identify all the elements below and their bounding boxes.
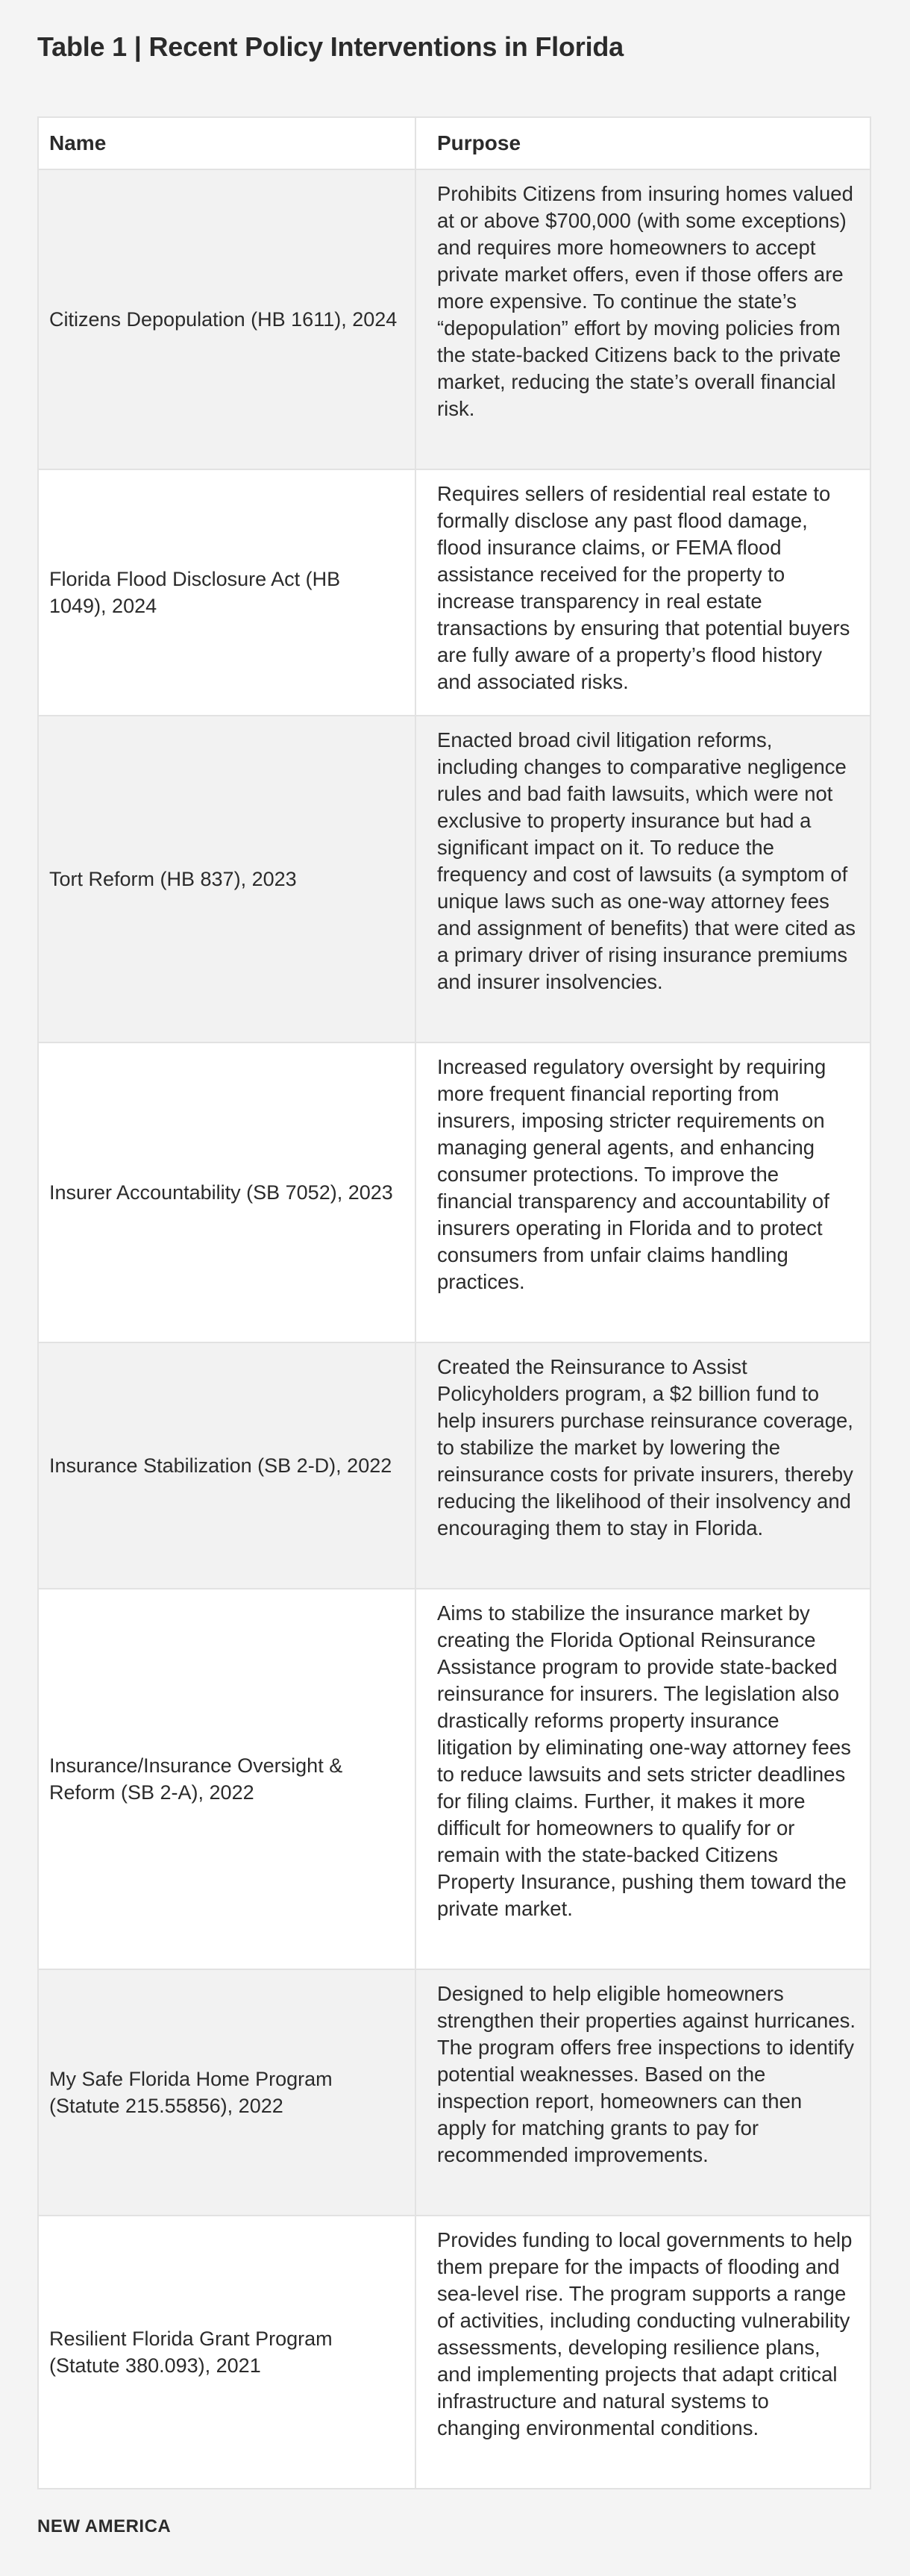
column-header-name: Name: [39, 118, 416, 169]
policy-purpose: Requires sellers of residential real estate to formally disclose any past flood damage, flood insurance claims, or FEMA flood assistance received for the property to increase transparency in real estate transactions by ensuring that potential buyers are fully aware of a property’s flood history and associated risks.: [437, 482, 850, 693]
table-row: [39, 1042, 870, 1342]
table-row: [39, 2215, 870, 2488]
policy-purpose: Created the Reinsurance to Assist Policyholders program, a $2 billion fund to help insurers purchase reinsurance coverage, to stabilize the market by lowering the reinsurance costs for private insurers, thereby reducing the likelihood of their insolvency and encouraging them to stay in Florida.: [437, 1355, 853, 1539]
policy-purpose: Provides funding to local governments to help them prepare for the impacts of flooding and sea-level rise. The program supports a range of activities, including conducting vulnerability assessments, developing resilience plans, and implementing projects that adapt critical infrastructure and natural systems to changing environmental conditions.: [437, 2228, 853, 2439]
policy-table: [37, 116, 871, 2489]
page-title: Table 1 | Recent Policy Interventions in Florida: [37, 31, 624, 62]
column-header-purpose: Purpose: [437, 131, 521, 154]
table-row: [39, 1969, 870, 2215]
table-row: [39, 1342, 870, 1588]
policy-purpose: Enacted broad civil litigation reforms, including changes to comparative negligence rules and bad faith lawsuits, which were not exclusive to property insurance but had a significant impact on it. To reduce the frequency and cost of lawsuits (a symptom of unique laws such as one-way attorney fees and assignment of benefits) that were cited as a primary driver of rising insurance premiums and insurer insolvencies.: [437, 728, 856, 993]
publisher-logo-text: NEW AMERICA: [37, 2516, 172, 2536]
table-row: [39, 715, 870, 1042]
table-row: [39, 1588, 870, 1969]
policy-name: Insurance/Insurance Oversight & Reform (SB 2-A), 2022: [49, 1754, 343, 1804]
policy-name: Tort Reform (HB 837), 2023: [49, 868, 297, 890]
policy-name: My Safe Florida Home Program (Statute 215.55856), 2022: [49, 2068, 333, 2117]
table-row: [39, 169, 870, 469]
policy-purpose: Aims to stabilize the insurance market by creating the Florida Optional Reinsurance Assistance program to provide state-backed reinsurance for insurers. The legislation also drastically reforms property insurance litigation by eliminating one-way attorney fees to reduce lawsuits and sets stricter deadlines for filing claims. Further, it makes it more difficult for homeowners to qualify for or remain with the state-backed Citizens Property Insurance, pushing them toward the private market.: [437, 1601, 851, 1920]
policy-name: Resilient Florida Grant Program (Statute 380.093), 2021: [49, 2328, 333, 2377]
table-header-row: [39, 118, 870, 169]
policy-purpose: Designed to help eligible homeowners strengthen their properties against hurricanes. The program offers free inspections to identify potential weaknesses. Based on the inspection report, homeowners can then apply for matching grants to pay for recommended improvements.: [437, 1982, 856, 2166]
policy-name: Insurance Stabilization (SB 2-D), 2022: [49, 1454, 392, 1477]
policy-name: Insurer Accountability (SB 7052), 2023: [49, 1181, 393, 1204]
table-row: [39, 469, 870, 715]
policy-name: Citizens Depopulation (HB 1611), 2024: [49, 308, 398, 331]
policy-purpose: Prohibits Citizens from insuring homes valued at or above $700,000 (with some exceptions) and requires more homeowners to accept private market offers, even if those offers are more expensive. To continue the state’s “depopulation” effort by moving policies from the state-backed Citizens back to the private market, reducing the state’s overall financial risk.: [437, 182, 853, 420]
policy-purpose: Increased regulatory oversight by requiring more frequent financial reporting from insurers, imposing stricter requirements on managing general agents, and enhancing consumer protections. To improve the financial transparency and accountability of insurers operating in Florida and to protect consumers from unfair claims handling practices.: [437, 1055, 829, 1293]
policy-name: Florida Flood Disclosure Act (HB 1049), 2024: [49, 568, 341, 617]
